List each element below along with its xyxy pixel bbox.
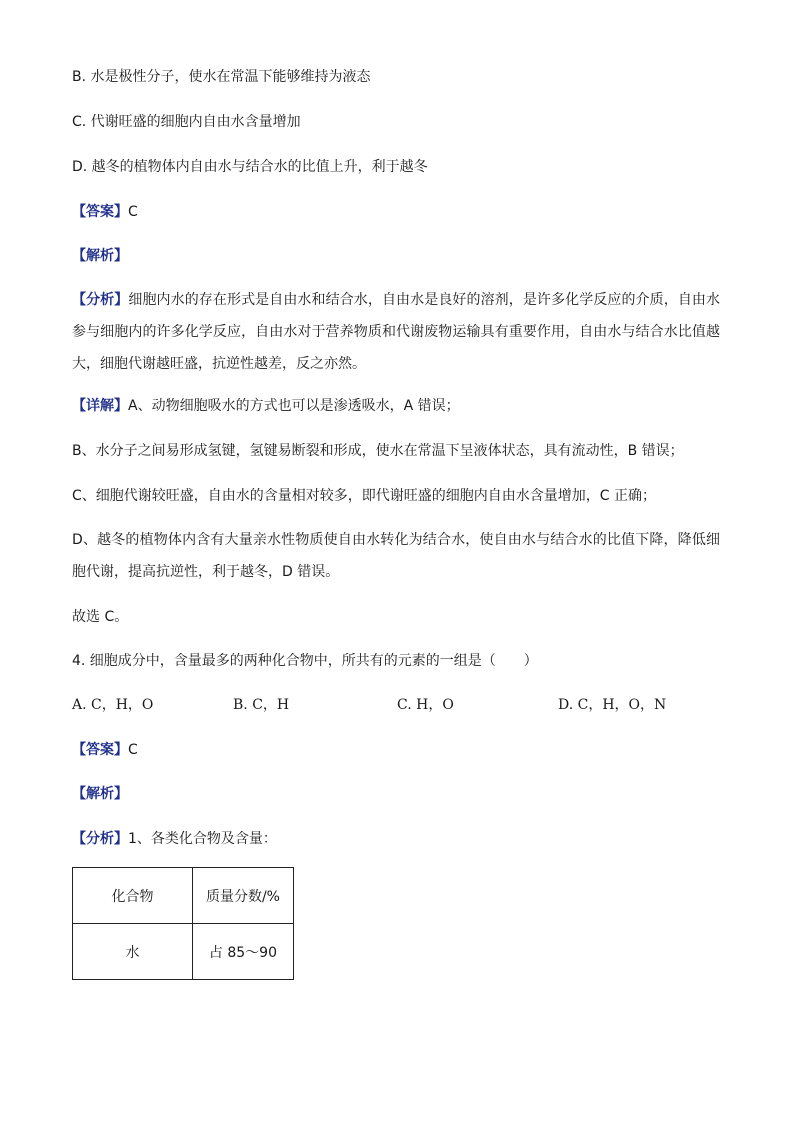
fenxi-text: 1、各类化合物及含量：: [128, 831, 277, 847]
table-cell: 水: [73, 924, 193, 980]
answer-tag: 【答案】: [72, 742, 128, 758]
q3-answer: [72, 202, 138, 222]
q4-stem: 4. 细胞成分中，含量最多的两种化合物中，所共有的元素的一组是（ ）: [72, 653, 538, 669]
q4-fenxi: [72, 829, 277, 849]
q3-detail-b: B、水分子之间易形成氢键，氢键易断裂和形成，使水在常温下呈液体状态，具有流动性，B 错误；: [72, 443, 684, 459]
table-header-cell: 化合物: [73, 868, 193, 924]
q4-options: [72, 695, 722, 715]
option-c: C. 代谢旺盛的细胞内自由水含量增加: [72, 114, 301, 130]
fenxi-text: 细胞内水的存在形式是自由水和结合水，自由水是良好的溶剂，是许多化学反应的介质，自由水参与细胞内的许多化学反应，自由水对于营养物质和代谢废物运输具有重要作用，自由水与结合水比值越大，细胞代谢越旺盛，抗逆性越差，反之亦然。: [72, 292, 721, 372]
detail-tag: 【详解】: [72, 398, 128, 414]
q4-option-c: C. H，O: [397, 697, 454, 713]
analysis-tag: 【解析】: [72, 786, 128, 802]
answer-value: C: [128, 742, 138, 758]
table-cell: 占 85～90: [192, 924, 293, 980]
q3-detail-d: D、越冬的植物体内含有大量亲水性物质使自由水转化为结合水，使自由水与结合水的比值下降，降低细胞代谢，提高抗逆性，利于越冬，D 错误。: [72, 532, 720, 580]
q3-analysis-heading: [72, 246, 128, 266]
q4-answer: [72, 740, 138, 760]
q4-option-b: B. C，H: [233, 697, 290, 713]
option-d: D. 越冬的植物体内自由水与结合水的比值上升，利于越冬: [72, 159, 428, 175]
answer-value: C: [128, 204, 138, 220]
table-header-cell: 质量分数/%: [192, 868, 293, 924]
table-row: [73, 924, 294, 980]
q4-option-a: A. C，H，O: [72, 697, 154, 713]
fenxi-tag: 【分析】: [72, 292, 129, 308]
compound-table: [72, 867, 294, 980]
q3-conclusion: 故选 C。: [72, 609, 129, 625]
fenxi-tag: 【分析】: [72, 831, 128, 847]
table-header-row: [73, 868, 294, 924]
q3-fenxi: [72, 284, 720, 380]
q3-detail-c: C、细胞代谢较旺盛，自由水的含量相对较多，即代谢旺盛的细胞内自由水含量增加，C 正确；: [72, 488, 656, 504]
option-b: B. 水是极性分子，使水在常温下能够维持为液态: [72, 69, 371, 85]
analysis-tag: 【解析】: [72, 248, 128, 264]
answer-tag: 【答案】: [72, 204, 128, 220]
q4-option-d: D. C，H，O，N: [558, 697, 667, 713]
q3-detail-a: [72, 396, 460, 416]
q4-analysis-heading: [72, 784, 128, 804]
detail-a-text: A、动物细胞吸水的方式也可以是渗透吸水，A 错误；: [128, 398, 460, 414]
